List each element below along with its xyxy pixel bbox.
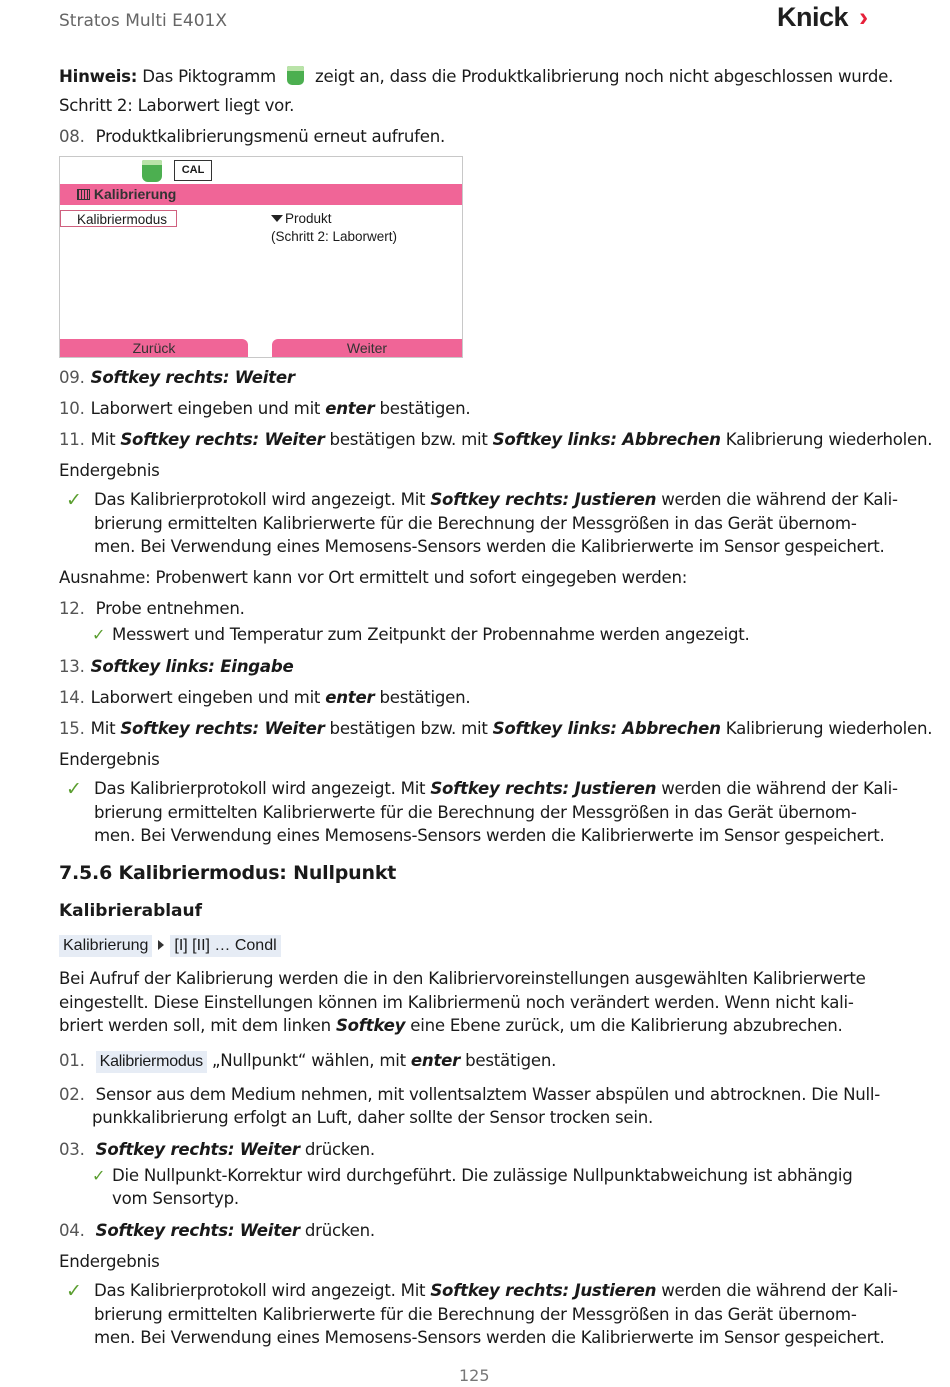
result-label: Endergebnis: [59, 461, 160, 480]
document-title: Stratos Multi E401X: [59, 11, 227, 31]
intro-line-2: eingestellt. Diese Einstellungen können im Kalibriermenü noch verändert werden. Wenn nicht kali-: [59, 993, 854, 1012]
step-number: 04.: [59, 1221, 85, 1240]
step-text: Laborwert eingeben und mit: [90, 688, 326, 707]
step2-line: Schritt 2: Laborwert liegt vor.: [59, 96, 295, 115]
menu-grid-icon: [77, 189, 90, 200]
result-line-1: [94, 490, 898, 510]
step-text: Sensor aus dem Medium nehmen, mit vollentsalztem Wasser abspülen und abtrocknen. Die Null-: [95, 1085, 881, 1104]
step-02-line-2: punkkalibrierung erfolgt an Luft, daher sollte der Sensor trocken sein.: [92, 1108, 653, 1127]
step-02: [59, 1085, 880, 1105]
step-number: 01.: [59, 1051, 85, 1070]
check-icon: ✓: [66, 1280, 82, 1302]
value-line-2: (Schritt 2: Laborwert): [271, 229, 398, 244]
result-text: werden die während der Kali-: [656, 490, 898, 509]
note-line: [59, 66, 893, 87]
check-icon: ✓: [92, 625, 106, 644]
softkey-back-button[interactable]: Zurück: [60, 339, 248, 357]
menu-path-calibration: Kalibrierung: [59, 935, 152, 957]
check-icon: ✓: [66, 489, 82, 511]
step-emphasis: Softkey links: Abbrechen: [492, 430, 721, 449]
step-emphasis: Softkey links: Abbrechen: [492, 719, 721, 738]
step-emphasis: enter: [325, 688, 375, 707]
numbered-step: [59, 719, 932, 739]
result-label: Endergebnis: [59, 750, 160, 769]
result-line-2: brierung ermittelten Kalibrierwerte für die Berechnung der Messgrößen in das Gerät übernom-: [94, 514, 857, 533]
result-softkey: Softkey rechts: Justieren: [430, 779, 657, 798]
note-text-after: zeigt an, dass die Produktkalibrierung noch nicht abgeschlossen wurde.: [315, 67, 894, 86]
step-number: 10.: [59, 399, 85, 418]
step-number: 12.: [59, 599, 85, 618]
step-text: „Nullpunkt“ wählen, mit: [206, 1051, 411, 1070]
step-text: Probe entnehmen.: [95, 599, 245, 618]
result-text: Das Kalibrierprotokoll wird angezeigt. Mit: [94, 1281, 431, 1300]
step-number: 02.: [59, 1085, 85, 1104]
result-softkey: Softkey rechts: Justieren: [430, 490, 657, 509]
section-subheading: Kalibrierablauf: [59, 901, 203, 921]
numbered-step: [59, 399, 470, 419]
step-emphasis: Softkey rechts: Weiter: [120, 719, 325, 738]
intro-text: eine Ebene zurück, um die Kalibrierung abzubrechen.: [405, 1016, 843, 1035]
beaker-icon: [287, 66, 304, 85]
step-emphasis: Softkey rechts: Weiter: [120, 430, 325, 449]
result-line-3: men. Bei Verwendung eines Memosens-Sensors werden die Kalibrierwerte im Sensor gespeichert.: [94, 1328, 885, 1347]
result-label: Endergebnis: [59, 1252, 160, 1271]
step-text: Kalibrierung wiederholen.: [720, 430, 933, 449]
step-08: [59, 127, 445, 147]
calibration-mode-chip: Kalibriermodus: [96, 1051, 207, 1073]
logo-text: Knick: [777, 2, 849, 32]
step-number: 15.: [59, 719, 85, 738]
step-text: Mit: [90, 430, 121, 449]
numbered-step: [59, 368, 295, 388]
numbered-step: [59, 430, 932, 450]
menu-path-sensor: [I] [II] … Condl: [170, 935, 280, 957]
result-line-2: brierung ermittelten Kalibrierwerte für die Berechnung der Messgrößen in das Gerät übernom-: [94, 803, 857, 822]
step-text: bestätigen.: [374, 399, 471, 418]
calibration-mode-value[interactable]: [271, 210, 397, 246]
step-text: Mit: [90, 719, 121, 738]
path-arrow-icon: [158, 940, 164, 950]
check-icon: ✓: [66, 778, 82, 800]
result-line-3: men. Bei Verwendung eines Memosens-Sensors werden die Kalibrierwerte im Sensor gespeichert.: [94, 826, 885, 845]
page-number: 125: [459, 1366, 490, 1385]
step-emphasis: Softkey rechts: Weiter: [90, 368, 295, 387]
step-text: drücken.: [299, 1140, 375, 1159]
step-number: 03.: [59, 1140, 85, 1159]
device-screen: [59, 156, 463, 358]
value-line-1: Produkt: [285, 211, 332, 226]
step-text: Produktkalibrierungsmenü erneut aufrufen.: [95, 127, 445, 146]
softkey-next-button[interactable]: Weiter: [272, 339, 462, 357]
step-emphasis: Softkey links: Eingabe: [90, 657, 294, 676]
step-12: [59, 599, 245, 619]
menu-title: Kalibrierung: [93, 186, 177, 202]
step-enter: enter: [410, 1051, 461, 1070]
step-text: bestätigen.: [374, 688, 471, 707]
step-03: [59, 1140, 375, 1160]
knick-logo: [777, 2, 868, 33]
result-text: Das Kalibrierprotokoll wird angezeigt. Mit: [94, 779, 431, 798]
result-line-2: brierung ermittelten Kalibrierwerte für die Berechnung der Messgrößen in das Gerät übernom-: [94, 1305, 857, 1324]
step-number: 11.: [59, 430, 85, 449]
menu-title-bar: [60, 184, 462, 205]
step-text: Laborwert eingeben und mit: [90, 399, 326, 418]
note-text-before: Das Piktogramm: [142, 67, 276, 86]
step-01: [59, 1051, 556, 1073]
result-line-1: [94, 1281, 898, 1301]
step-12-result: Messwert und Temperatur zum Zeitpunkt der Probennahme werden angezeigt.: [112, 625, 750, 644]
result-text: werden die während der Kali-: [656, 1281, 898, 1300]
step-number: 13.: [59, 657, 85, 676]
result-text: werden die während der Kali-: [656, 779, 898, 798]
menu-path: [59, 935, 281, 957]
logo-arrow-icon: ›: [859, 2, 869, 32]
step-text: bestätigen.: [460, 1051, 557, 1070]
step-text: Kalibrierung wiederholen.: [720, 719, 933, 738]
step-text: bestätigen bzw. mit: [324, 719, 493, 738]
result-line-3: men. Bei Verwendung eines Memosens-Sensors werden die Kalibrierwerte im Sensor gespeichert.: [94, 537, 885, 556]
exception-line: Ausnahme: Probenwert kann vor Ort ermittelt und sofort eingegeben werden:: [59, 568, 688, 587]
section-heading: 7.5.6 Kalibriermodus: Nullpunkt: [59, 862, 397, 884]
step-text: bestätigen bzw. mit: [324, 430, 493, 449]
step-number: 14.: [59, 688, 85, 707]
intro-line-1: Bei Aufruf der Kalibrierung werden die in den Kalibriervoreinstellungen ausgewählten Kalibrierwerte: [59, 969, 866, 988]
intro-softkey: Softkey: [335, 1016, 406, 1035]
result-text: Das Kalibrierprotokoll wird angezeigt. Mit: [94, 490, 431, 509]
note-label: Hinweis:: [59, 67, 138, 86]
beaker-icon: [142, 160, 162, 182]
intro-text: briert werden soll, mit dem linken: [59, 1016, 336, 1035]
step-softkey: Softkey rechts: Weiter: [95, 1221, 300, 1240]
check-icon: ✓: [92, 1166, 106, 1185]
numbered-step: [59, 657, 294, 677]
step-number: 08.: [59, 127, 85, 146]
numbered-step: [59, 688, 470, 708]
step-text: drücken.: [299, 1221, 375, 1240]
step-04: [59, 1221, 375, 1241]
result-line-1: [94, 779, 898, 799]
step-03-result-2: vom Sensortyp.: [112, 1189, 239, 1208]
step-number: 09.: [59, 368, 85, 387]
calibration-mode-field[interactable]: Kalibriermodus: [60, 210, 177, 227]
intro-line-3: [59, 1016, 843, 1036]
step-03-result-1: Die Nullpunkt-Korrektur wird durchgeführt. Die zulässige Nullpunktabweichung ist abhängig: [112, 1166, 853, 1185]
step-softkey: Softkey rechts: Weiter: [95, 1140, 300, 1159]
step-emphasis: enter: [325, 399, 375, 418]
cal-indicator: CAL: [174, 160, 212, 181]
result-softkey: Softkey rechts: Justieren: [430, 1281, 657, 1300]
dropdown-arrow-icon: [271, 215, 283, 222]
